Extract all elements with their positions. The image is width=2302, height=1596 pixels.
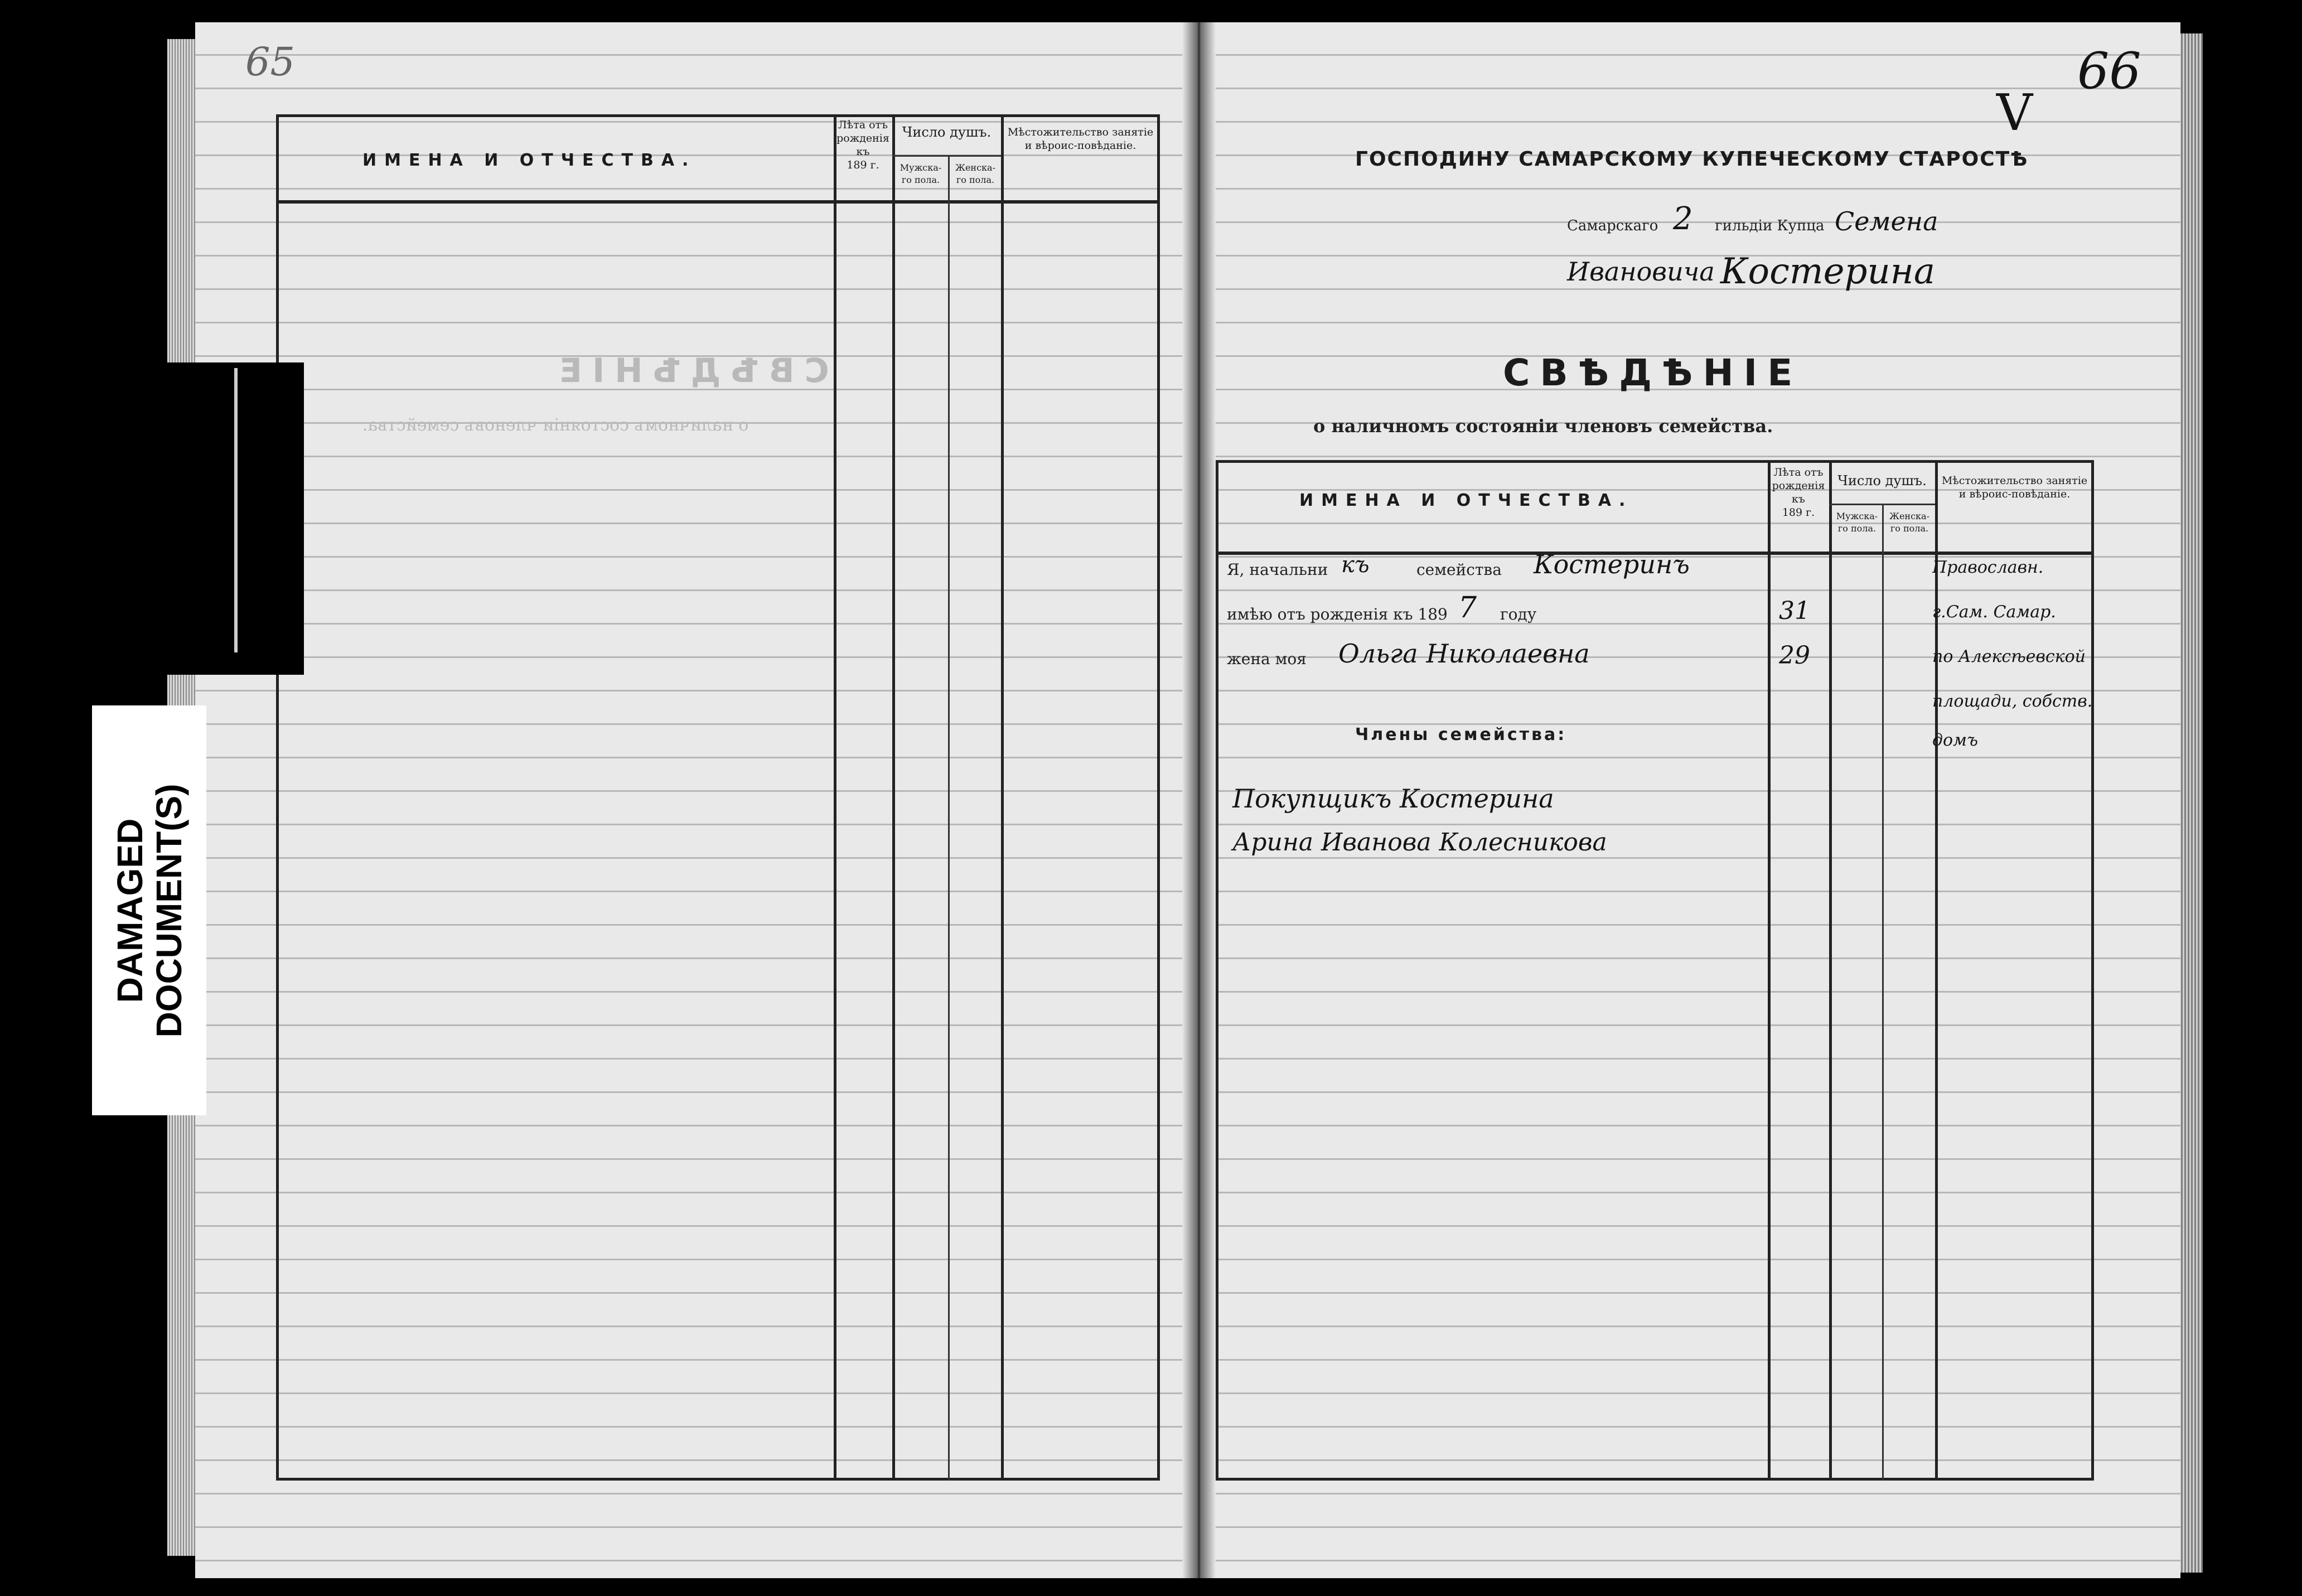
line1-hand-suffix: къ — [1341, 552, 1370, 578]
check-mark: V — [1996, 84, 2033, 142]
merchant-first-name: Семена — [1835, 206, 1938, 236]
damaged-document-label: DAMAGED DOCUMENT(S) — [109, 783, 189, 1038]
left-souls-underline — [892, 155, 1001, 157]
right-header-souls: Число душъ. — [1837, 473, 1927, 489]
book-gutter — [1182, 22, 1216, 1578]
folio-number: 66 — [2077, 42, 2141, 100]
left-col-divider-residence — [1001, 114, 1004, 1481]
merchant-surname: Костерина — [1720, 251, 1935, 292]
merchant-guild-label: гильдіи Купца — [1715, 217, 1825, 234]
residence-line-4: площади, собств. — [1932, 691, 2093, 711]
left-col-divider-male — [892, 114, 895, 1481]
right-header-female: Женска-го пола. — [1889, 511, 1929, 534]
left-col-divider-female — [948, 156, 950, 1481]
right-header-male: Мужска-го пола. — [1836, 511, 1878, 534]
left-header-male: Мужска-го пола. — [899, 162, 942, 185]
right-header-years: Лѣта отъ рожденія къ 189 г. — [1772, 466, 1825, 519]
left-header-names: ИМЕНА И ОТЧЕСТВА. — [362, 151, 697, 170]
left-header-souls: Число душъ. — [902, 124, 992, 140]
addressee: ГОСПОДИНУ САМАРСКОМУ КУПЕЧЕСКОМУ СТАРОСТѢ — [1355, 148, 2029, 171]
residence-line-5: домъ — [1932, 731, 1978, 750]
left-col-divider-years — [834, 114, 836, 1481]
line2-hand-year: 7 — [1458, 591, 1477, 625]
left-header-years: Лѣта отъ рожденія къ 189 г. — [836, 119, 889, 171]
left-form-table — [276, 114, 1160, 1481]
line3-hand-name: Ольга Николаевна — [1338, 639, 1590, 669]
member-2: Арина Иванова Колесникова — [1232, 828, 1607, 857]
document-title: СВѢДѢНІЕ — [1503, 351, 1803, 394]
right-col-divider-female — [1882, 505, 1884, 1481]
line1-print-b: семейства — [1416, 560, 1502, 579]
line1-print-a: Я, начальни — [1227, 560, 1328, 579]
merchant-patronymic: Ивановича — [1567, 257, 1715, 287]
residence-line-3: по Алексѣевской — [1932, 647, 2086, 666]
line2-print-a: имѣю отъ рожденія къ 189 — [1227, 605, 1448, 623]
line3-hand-age: 29 — [1779, 641, 1810, 670]
right-header-residence: Мѣстожительство занятіе и вѣроис-повѣданіе. — [1941, 475, 2088, 500]
document-subtitle: о наличномъ состояніи членовъ семейства. — [1313, 415, 1773, 437]
right-souls-underline — [1829, 504, 1935, 505]
right-header-names: ИМЕНА И ОТЧЕСТВА. — [1299, 491, 1633, 510]
residence-line-1: Православн. — [1932, 558, 2044, 577]
left-header-female: Женска-го пола. — [955, 162, 995, 185]
member-1: Покупщикъ Костерина — [1232, 784, 1554, 814]
merchant-guild: 2 — [1673, 201, 1693, 237]
merchant-prefix: Самарскаго — [1567, 217, 1658, 234]
line2-hand-age: 31 — [1779, 597, 1810, 625]
left-header-residence: Мѣстожительство занятіе и вѣроис-повѣданіе. — [1007, 126, 1154, 152]
right-col-divider-years — [1768, 460, 1771, 1481]
bleed-through-title: СВѢДѢНІЕ — [549, 351, 829, 390]
damaged-document-tab — [92, 705, 206, 1115]
left-corner-mark: 65 — [245, 39, 296, 85]
right-col-divider-male — [1829, 460, 1832, 1481]
members-heading: Члены семейства: — [1355, 725, 1567, 744]
line2-print-b: году — [1500, 605, 1537, 623]
damage-notch — [234, 368, 282, 652]
line1-hand-name: Костеринъ — [1534, 549, 1690, 579]
bleed-through-subtitle: о наличномъ состояніи членовъ семейства. — [362, 415, 749, 435]
line3-print: жена моя — [1227, 650, 1307, 668]
residence-line-2: г.Сам. Самар. — [1932, 602, 2056, 622]
